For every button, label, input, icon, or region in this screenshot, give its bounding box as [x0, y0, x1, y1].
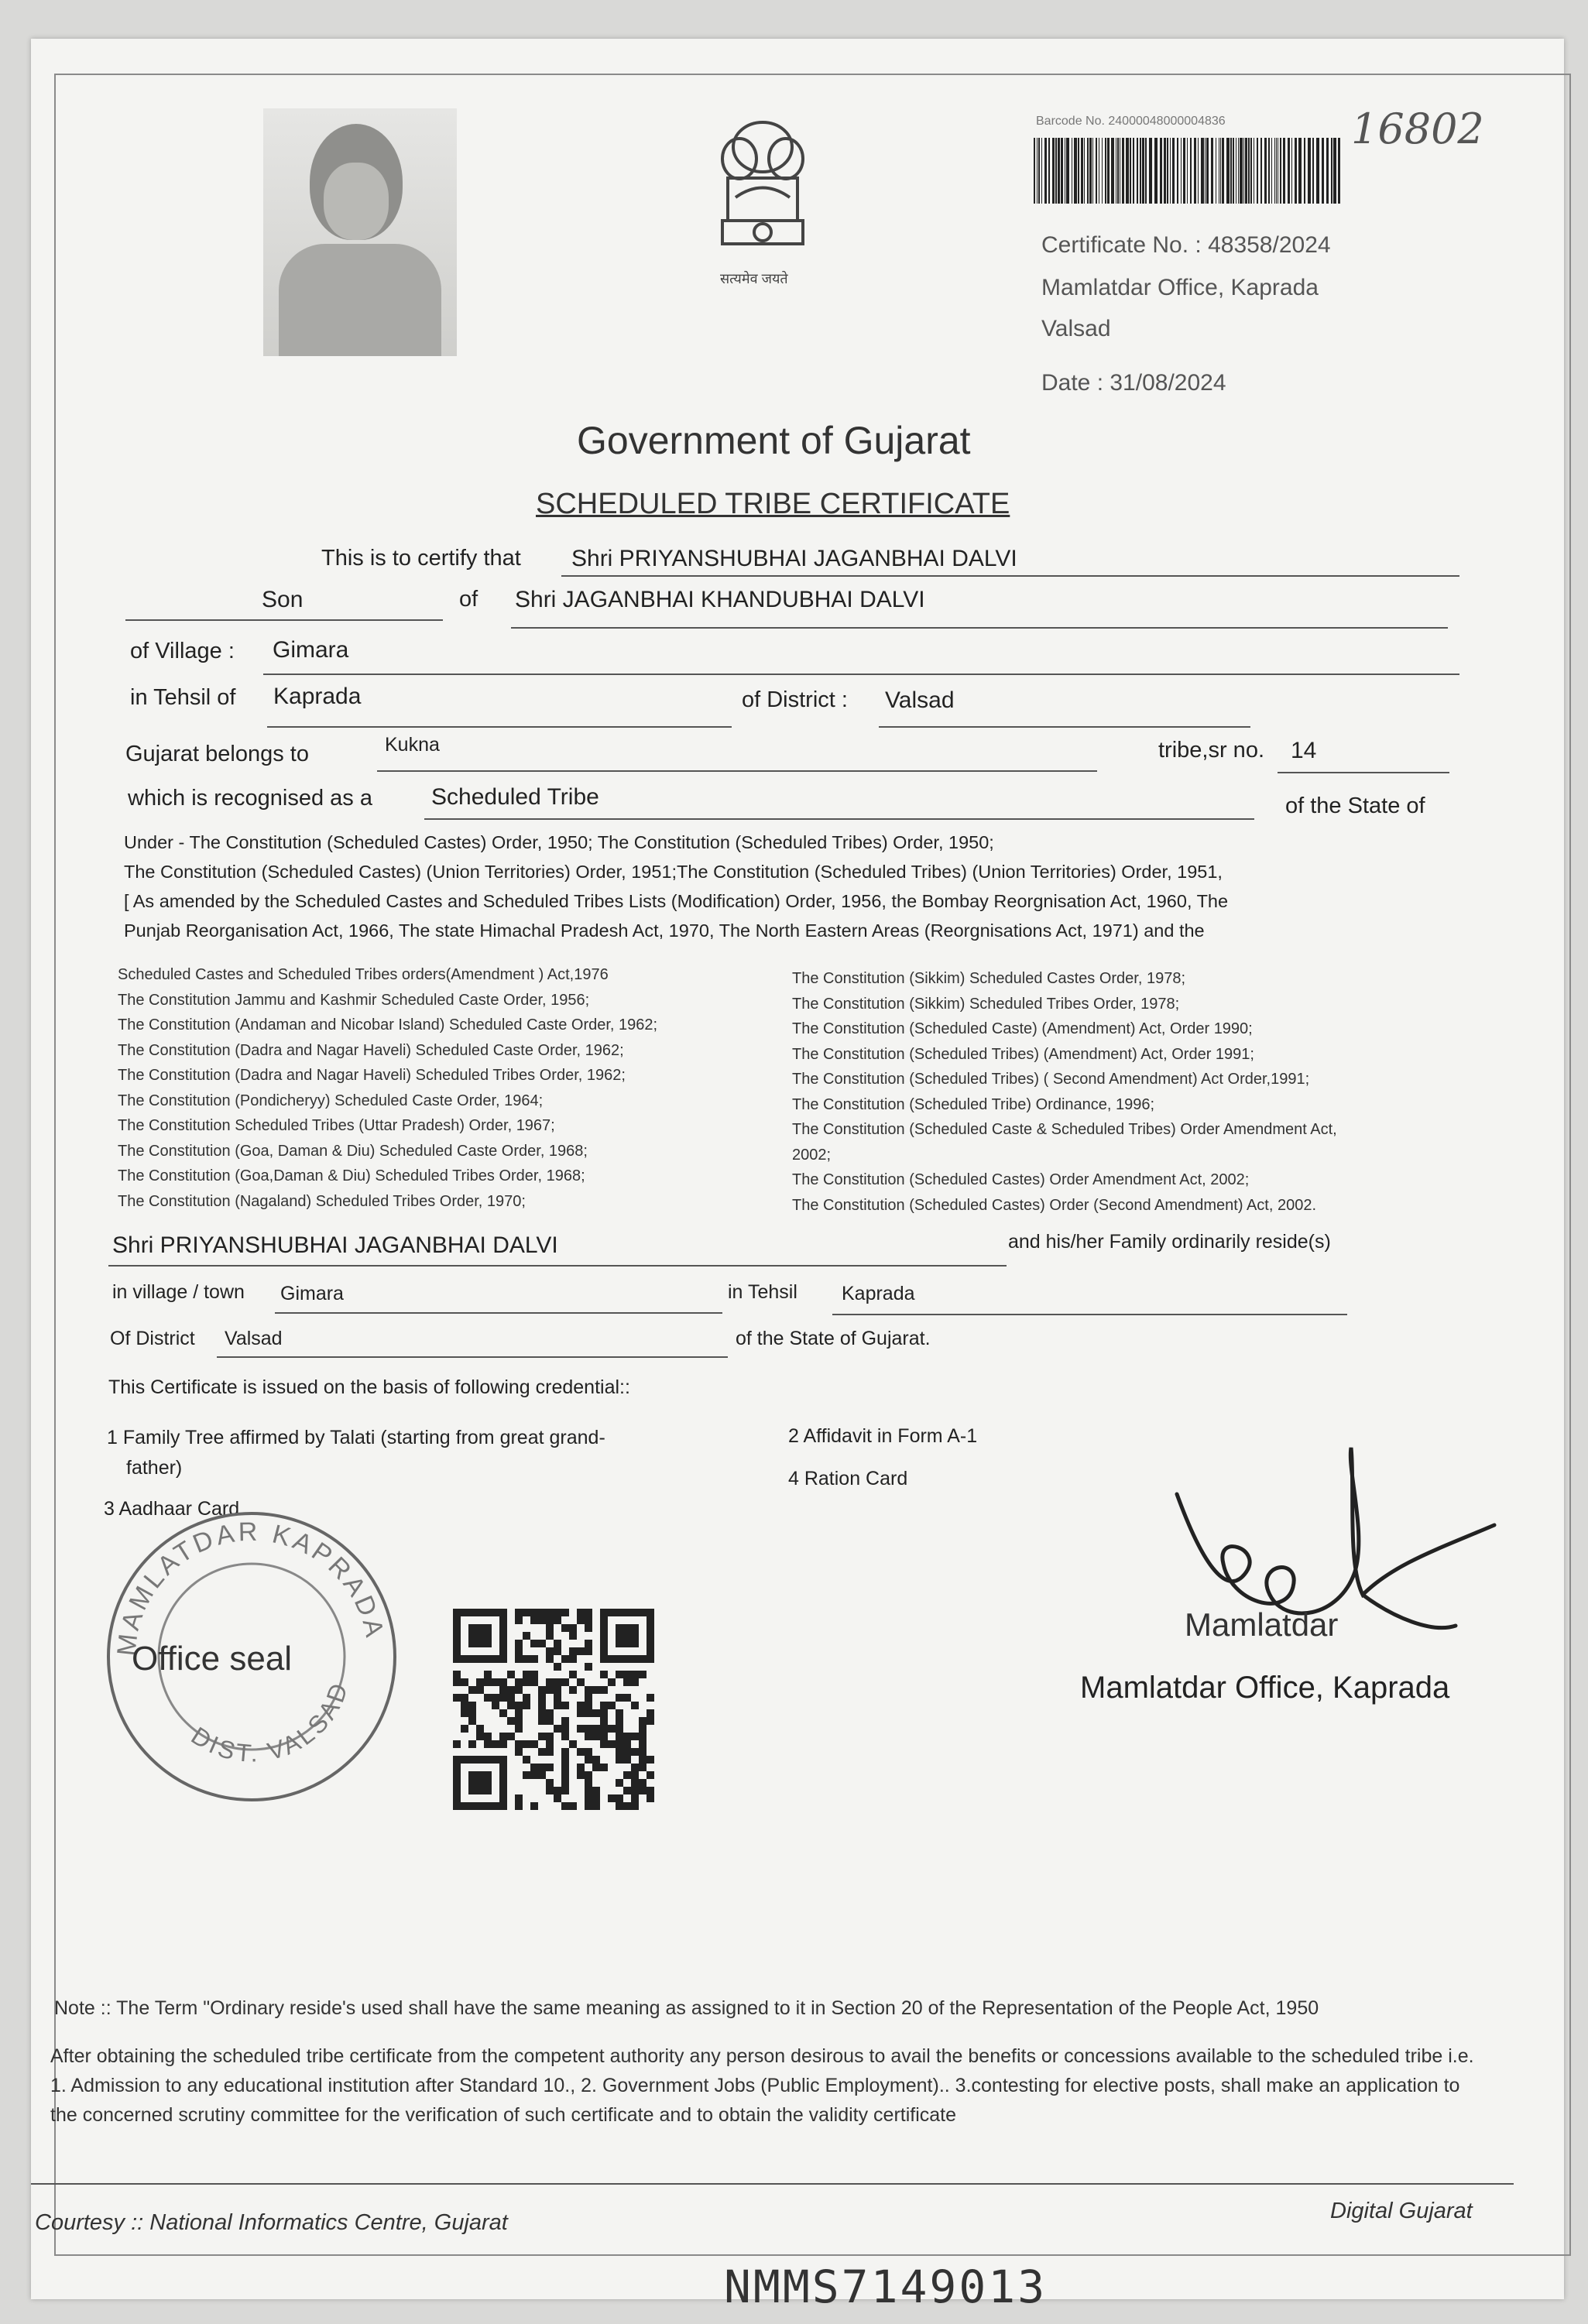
office-seal-label: Office seal [132, 1640, 293, 1678]
village-value: Gimara [273, 637, 349, 663]
res-tehsil-underline [832, 1314, 1347, 1315]
note-representation-act: Note :: The Term "Ordinary reside's used shall have the same meaning as assigned to it in Section 20 of the Representation of the People Act, 1950 [54, 1997, 1319, 2019]
tribe-underline [377, 770, 1097, 772]
order-item: The Constitution (Goa, Daman & Diu) Scheduled Caste Order, 1968; [118, 1142, 588, 1160]
tehsil-value: Kaprada [273, 684, 362, 709]
order-item: The Constitution Scheduled Tribes (Uttar Pradesh) Order, 1967; [118, 1117, 555, 1134]
order-item: The Constitution (Andaman and Nicobar Island) Scheduled Caste Order, 1962; [118, 1016, 658, 1033]
resident-underline [108, 1265, 1007, 1267]
tehsil-underline [267, 726, 732, 728]
father-underline [511, 627, 1448, 629]
tribe-sr-underline [1278, 772, 1449, 773]
certificate-number: Certificate No. : 48358/2024 [1041, 232, 1331, 258]
tehsil-label: in Tehsil of [130, 685, 236, 710]
credential-item: 1 Family Tree affirmed by Talati (starting from great grand- [107, 1427, 605, 1448]
town-underline [275, 1312, 722, 1314]
applicant-name: Shri PRIYANSHUBHAI JAGANBHAI DALVI [571, 546, 1017, 571]
orders-intro-line: The Constitution (Scheduled Castes) (Union Territories) Order, 1951;The Constitution (Scheduled Tribes) (Union Territories) Order, 1951, [124, 862, 1223, 882]
district-label: of District : [742, 687, 848, 712]
svg-text:MAMLATDAR KAPRADA [111, 1517, 389, 1657]
tribe-sr-value: 14 [1291, 738, 1317, 763]
credential-item: 2 Affidavit in Form A-1 [788, 1425, 978, 1447]
state-of-label: of the State of [1285, 794, 1425, 818]
village-label: of Village : [130, 639, 235, 663]
handwritten-number: 16802 [1351, 105, 1484, 153]
qr-code [453, 1609, 654, 1810]
order-item: The Constitution (Scheduled Castes) Order (Second Amendment) Act, 2002. [792, 1196, 1317, 1214]
order-item: The Constitution (Pondicheryy) Scheduled Caste Order, 1964; [118, 1092, 544, 1109]
recognised-underline [424, 818, 1254, 820]
order-item: Scheduled Castes and Scheduled Tribes orders(Amendment ) Act,1976 [118, 966, 609, 983]
orders-left-list [118, 962, 657, 1214]
recognised-label: which is recognised as a [128, 786, 372, 811]
national-emblem-icon [701, 112, 825, 290]
order-item: The Constitution (Scheduled Caste & Scheduled Tribes) Order Amendment Act, [792, 1121, 1337, 1138]
res-district-label: Of District [110, 1328, 195, 1349]
orders-right-list [792, 966, 1337, 1218]
svg-text:DIST. VALSAD [187, 1677, 355, 1767]
res-state-label: of the State of Gujarat. [736, 1328, 931, 1349]
resident-name: Shri PRIYANSHUBHAI JAGANBHAI DALVI [112, 1232, 558, 1258]
handwritten-roll-number: NMMS7149013 [724, 2261, 1048, 2313]
orders-intro-line: Punjab Reorganisation Act, 1966, The state Himachal Pradesh Act, 1970, The North Eastern Areas (Reorgnisations Act, 1971) and the [124, 920, 1205, 941]
order-item: The Constitution (Sikkim) Scheduled Tribes Order, 1978; [792, 995, 1180, 1013]
credential-item: 4 Ration Card [788, 1468, 908, 1489]
order-item: The Constitution Jammu and Kashmir Scheduled Caste Order, 1956; [118, 991, 590, 1009]
town-label: in village / town [112, 1281, 245, 1303]
relation-label: Son [262, 587, 304, 612]
name-underline [561, 575, 1459, 577]
belongs-label: Gujarat belongs to [125, 742, 309, 766]
res-tehsil-label: in Tehsil [728, 1281, 797, 1303]
district-value: Valsad [885, 687, 955, 713]
seal-ring-text: MAMLATDAR KAPRADA [111, 1517, 390, 1657]
order-item: 2002; [792, 1146, 832, 1164]
issuing-city: Valsad [1041, 316, 1111, 341]
applicant-photo [263, 108, 457, 356]
village-underline [263, 674, 1459, 675]
reside-label: and his/her Family ordinarily reside(s) [1008, 1231, 1331, 1253]
town-value: Gimara [280, 1283, 344, 1304]
issuing-office: Mamlatdar Office, Kaprada [1041, 275, 1319, 300]
credential-item: father) [126, 1457, 183, 1479]
signatory-title: Mamlatdar [1185, 1606, 1339, 1643]
government-title: Government of Gujarat [577, 419, 971, 462]
barcode-caption: Barcode No. 24000048000004836 [1036, 115, 1226, 128]
barcode [1034, 138, 1343, 204]
signatory-office: Mamlatdar Office, Kaprada [1080, 1671, 1450, 1705]
recognised-value: Scheduled Tribe [431, 784, 599, 810]
courtesy-text: Courtesy :: National Informatics Centre, Gujarat [35, 2210, 508, 2235]
res-district-value: Valsad [225, 1328, 283, 1349]
tribe-sr-label: tribe,sr no. [1158, 738, 1264, 763]
footer-rule [31, 2183, 1514, 2185]
credential-item: 3 Aadhaar Card [104, 1498, 240, 1520]
emblem-caption: सत्यमेव जयते [720, 271, 788, 286]
orders-intro-line: Under - The Constitution (Scheduled Castes) Order, 1950; The Constitution (Scheduled Tribes) Order, 1950; [124, 832, 994, 852]
father-name: Shri JAGANBHAI KHANDUBHAI DALVI [515, 587, 925, 612]
of-label: of [459, 587, 478, 612]
order-item: The Constitution (Sikkim) Scheduled Castes Order, 1978; [792, 970, 1186, 987]
seal-bottom-text: DIST. VALSAD [186, 1677, 355, 1767]
note-validity: After obtaining the scheduled tribe certificate from the competent authority any person desirous to avail the benefits or concessions available to the scheduled tribe i.e. 1. Admission to any educational institution after Standard 10., 2. Government Jobs (Public Employment).. 3.contesting for elective posts, shall make an application to the concerned scrutiny committee for the verification of such certificate and to obtain the validity certificate [50, 2045, 1474, 2126]
res-district-underline [217, 1356, 728, 1358]
order-item: The Constitution (Scheduled Castes) Order Amendment Act, 2002; [792, 1171, 1250, 1188]
basis-label: This Certificate is issued on the basis of following credential:: [108, 1376, 630, 1398]
relation-underline [125, 619, 443, 621]
certify-label: This is to certify that [321, 546, 521, 571]
orders-intro-line: [ As amended by the Scheduled Castes and Scheduled Tribes Lists (Modification) Order, 1956, the Bombay Reorgnisation Act, 1960, The [124, 891, 1229, 911]
order-item: The Constitution (Scheduled Caste) (Amendment) Act, Order 1990; [792, 1020, 1253, 1037]
order-item: The Constitution (Scheduled Tribe) Ordinance, 1996; [792, 1095, 1155, 1113]
order-item: The Constitution (Scheduled Tribes) (Amendment) Act, Order 1991; [792, 1045, 1254, 1063]
order-item: The Constitution (Nagaland) Scheduled Tribes Order, 1970; [118, 1192, 526, 1210]
certificate-title: SCHEDULED TRIBE CERTIFICATE [536, 488, 1010, 520]
digital-gujarat-text: Digital Gujarat [1330, 2199, 1473, 2223]
order-item: The Constitution (Goa,Daman & Diu) Scheduled Tribes Order, 1968; [118, 1167, 585, 1184]
tribe-value: Kukna [385, 734, 440, 756]
order-item: The Constitution (Scheduled Tribes) ( Second Amendment) Act Order,1991; [792, 1071, 1310, 1088]
order-item: The Constitution (Dadra and Nagar Haveli) Scheduled Caste Order, 1962; [118, 1041, 624, 1059]
res-tehsil-value: Kaprada [842, 1283, 915, 1304]
district-underline [879, 726, 1250, 728]
order-item: The Constitution (Dadra and Nagar Haveli) Scheduled Tribes Order, 1962; [118, 1067, 626, 1084]
issue-date: Date : 31/08/2024 [1041, 370, 1226, 396]
